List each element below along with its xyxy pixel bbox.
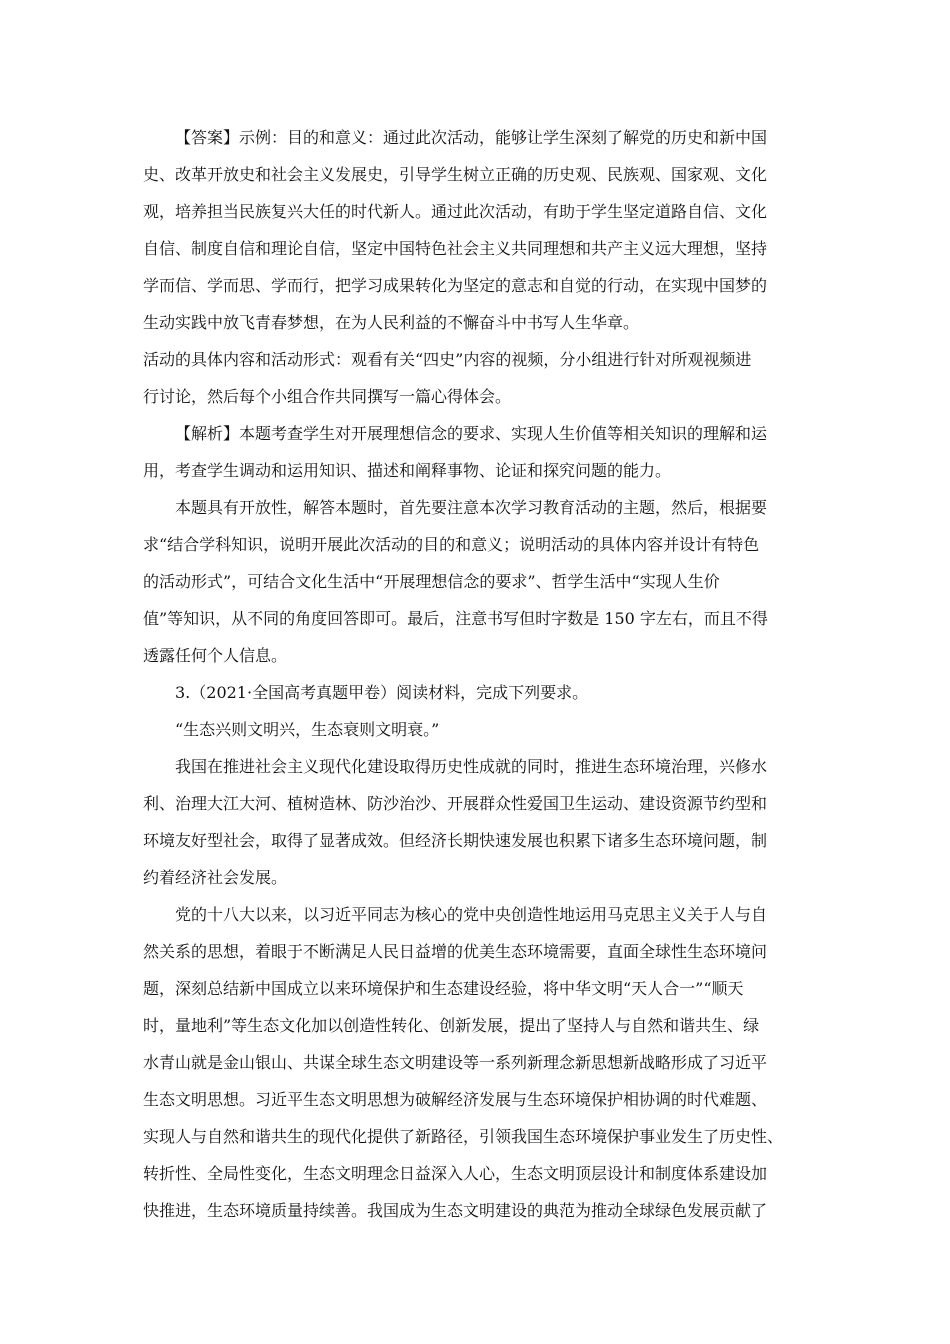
- analysis-line-3: 本题具有开放性，解答本题时，首先要注意本次学习教育活动的主题，然后，根据要: [175, 498, 768, 517]
- material-line-1: 我国在推进社会主义现代化建设取得历史性成就的同时，推进生态环境治理，兴修水: [175, 757, 768, 776]
- question-heading: 3.（2021·全国高考真题甲卷）阅读材料，完成下列要求。: [175, 683, 589, 702]
- material-line-3: 环境友好型社会，取得了显著成效。但经济长期快速发展也积累下诸多生态环境问题，制: [143, 831, 768, 850]
- answer-line-8: 行讨论，然后每个小组合作共同撰写一篇心得体会。: [143, 387, 512, 406]
- answer-line-2: 史、改革开放史和社会主义发展史，引导学生树立正确的历史观、民族观、国家观、文化: [143, 165, 768, 184]
- answer-line-5: 学而信、学而思、学而行，把学习成果转化为坚定的意志和自觉的行动，在实现中国梦的: [143, 276, 768, 295]
- material-line-10: 生态文明思想。习近平生态文明思想为破解经济发展与生态环境保护相协调的时代难题、: [143, 1090, 768, 1109]
- material-line-4: 约着经济社会发展。: [143, 868, 288, 887]
- material-line-6: 然关系的思想，着眼于不断满足人民日益增的优美生态环境需要，直面全球性生态环境问: [143, 942, 768, 961]
- analysis-line-5: 的活动形式”，可结合文化生活中“开展理想信念的要求”、哲学生活中“实现人生价: [143, 572, 720, 591]
- analysis-line-2: 用，考查学生调动和运用知识、描述和阐释事物、论证和探究问题的能力。: [143, 461, 672, 480]
- answer-line-7: 活动的具体内容和活动形式：观看有关“四史”内容的视频，分小组进行针对所观视频进: [143, 350, 752, 369]
- material-line-9: 水青山就是金山银山、共谋全球生态文明建设等一系列新理念新思想新战略形成了习近平: [143, 1053, 768, 1072]
- material-line-12: 转折性、全局性变化，生态文明理念日益深入人心，生态文明顶层设计和制度体系建设加: [143, 1164, 768, 1183]
- analysis-line-6: 值”等知识，从不同的角度回答即可。最后，注意书写但时字数是 150 字左右，而且不得: [143, 609, 768, 628]
- material-line-2: 利、治理大江大河、植树造林、防沙治沙、开展群众性爱国卫生运动、建设资源节约型和: [143, 794, 768, 813]
- question-quote: “生态兴则文明兴，生态衰则文明衰。”: [175, 720, 440, 739]
- answer-line-6: 生动实践中放飞青春梦想，在为人民利益的不懈奋斗中书写人生华章。: [143, 313, 640, 332]
- answer-line-3: 观，培养担当民族复兴大任的时代新人。通过此次活动，有助于学生坚定道路自信、文化: [143, 202, 768, 221]
- material-line-8: 时，量地利”等生态文化加以创造性转化、创新发展，提出了坚持人与自然和谐共生、绿: [143, 1016, 760, 1035]
- material-line-11: 实现人与自然和谐共生的现代化提供了新路径，引领我国生态环境保护事业发生了历史性、: [143, 1127, 784, 1146]
- analysis-line-1: 【解析】本题考查学生对开展理想信念的要求、实现人生价值等相关知识的理解和运: [175, 424, 768, 443]
- analysis-line-7: 透露任何个人信息。: [143, 646, 288, 665]
- analysis-line-4: 求“结合学科知识，说明开展此次活动的目的和意义；说明活动的具体内容并设计有特色: [143, 535, 760, 554]
- material-line-7: 题，深刻总结新中国成立以来环境保护和生态建设经验，将中华文明“天人合一”“顺天: [143, 979, 744, 998]
- answer-line-1: 【答案】示例：目的和意义：通过此次活动，能够让学生深刻了解党的历史和新中国: [175, 128, 768, 147]
- answer-line-4: 自信、制度自信和理论自信，坚定中国特色社会主义共同理想和共产主义远大理想，坚持: [143, 239, 768, 258]
- material-line-13: 快推进，生态环境质量持续善。我国成为生态文明建设的典范为推动全球绿色发展贡献了: [143, 1201, 768, 1220]
- material-line-5: 党的十八大以来，以习近平同志为核心的党中央创造性地运用马克思主义关于人与自: [175, 905, 768, 924]
